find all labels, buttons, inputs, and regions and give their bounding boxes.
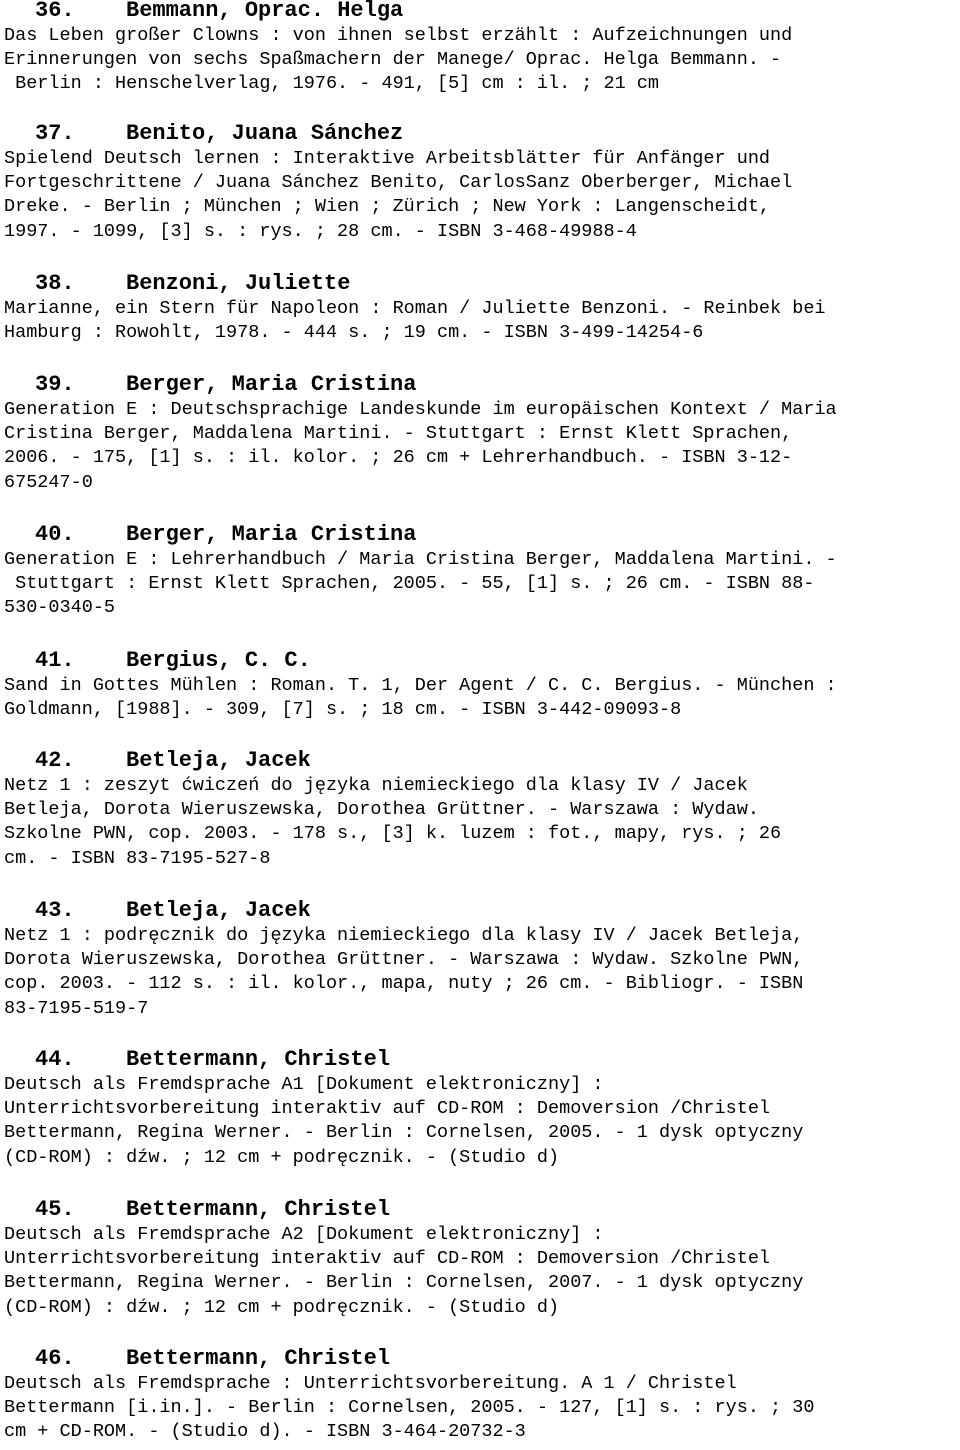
entry-author: Bettermann, Christel xyxy=(126,1346,391,1371)
bibliography-entry xyxy=(0,648,960,722)
entry-line: (CD-ROM) : dźw. ; 12 cm + podręcznik. - (Studio d) xyxy=(4,1296,560,1318)
entry-heading xyxy=(0,1346,960,1372)
bibliography-entry xyxy=(0,271,960,345)
bibliography-entry xyxy=(0,898,960,1021)
bibliography-entry xyxy=(0,1197,960,1320)
entry-heading xyxy=(0,271,960,297)
entry-line: Deutsch als Fremdsprache : Unterrichtsvorbereitung. A 1 / Christel xyxy=(4,1373,737,1394)
entry-author: Benito, Juana Sánchez xyxy=(126,121,404,146)
bibliography-entry xyxy=(0,1346,960,1445)
entry-line: Bettermann [i.in.]. - Berlin : Cornelsen, 2005. - 127, [1] s. : rys. ; 30 xyxy=(4,1397,815,1419)
entry-line: 530-0340-5 xyxy=(4,597,116,619)
entry-number: 46. xyxy=(35,1346,75,1371)
entry-line: Betleja, Dorota Wieruszewska, Dorothea Grüttner. - Warszawa : Wydaw. xyxy=(4,799,759,821)
entry-line: Deutsch als Fremdsprache A2 [Dokument elektroniczny] : xyxy=(4,1224,604,1245)
entry-line: cop. 2003. - 112 s. : il. kolor., mapa, nuty ; 26 cm. - Bibliogr. - ISBN xyxy=(4,973,804,995)
entry-line: Stuttgart : Ernst Klett Sprachen, 2005. - 55, [1] s. ; 26 cm. - ISBN 88- xyxy=(4,573,815,595)
entry-line: Erinnerungen von sechs Spaßmachern der Manege/ Oprac. Helga Bemmann. - xyxy=(4,49,782,71)
entry-line: Spielend Deutsch lernen : Interaktive Arbeitsblätter für Anfänger und xyxy=(4,148,771,169)
entry-line: Unterrichtsvorbereitung interaktiv auf CD-ROM : Demoversion /Christel xyxy=(4,1098,771,1120)
entry-line: Generation E : Lehrerhandbuch / Maria Cristina Berger, Maddalena Martini. - xyxy=(4,549,837,570)
entry-number: 44. xyxy=(35,1047,75,1072)
entry-number: 42. xyxy=(35,748,75,773)
entry-line: Hamburg : Rowohlt, 1978. - 444 s. ; 19 cm. - ISBN 3-499-14254-6 xyxy=(4,322,704,344)
entry-line: Bettermann, Regina Werner. - Berlin : Cornelsen, 2005. - 1 dysk optyczny xyxy=(4,1122,804,1144)
entry-author: Bergius, C. C. xyxy=(126,648,311,673)
entry-heading xyxy=(0,372,960,398)
entry-line: Deutsch als Fremdsprache A1 [Dokument elektroniczny] : xyxy=(4,1074,604,1095)
entry-line: Generation E : Deutschsprachige Landeskunde im europäischen Kontext / Maria xyxy=(4,399,837,420)
entry-line: Szkolne PWN, cop. 2003. - 178 s., [3] k. luzem : fot., mapy, rys. ; 26 xyxy=(4,823,782,845)
entry-author: Bemmann, Oprac. Helga xyxy=(126,0,404,23)
entry-author: Betleja, Jacek xyxy=(126,898,311,923)
entry-line: Sand in Gottes Mühlen : Roman. T. 1, Der Agent / C. C. Bergius. - München : xyxy=(4,675,837,696)
entry-author: Berger, Maria Cristina xyxy=(126,522,417,547)
bibliography-entry xyxy=(0,372,960,495)
entry-number: 39. xyxy=(35,372,75,397)
entry-heading xyxy=(0,121,960,147)
entry-heading xyxy=(0,1047,960,1073)
entry-line: Unterrichtsvorbereitung interaktiv auf CD-ROM : Demoversion /Christel xyxy=(4,1248,771,1270)
entry-line: cm. - ISBN 83-7195-527-8 xyxy=(4,847,271,869)
entry-line: 2006. - 175, [1] s. : il. kolor. ; 26 cm + Lehrerhandbuch. - ISBN 3-12- xyxy=(4,447,793,469)
entry-line: Berlin : Henschelverlag, 1976. - 491, [5] cm : il. ; 21 cm xyxy=(4,73,660,95)
entry-line: Goldmann, [1988]. - 309, [7] s. ; 18 cm. - ISBN 3-442-09093-8 xyxy=(4,699,682,721)
entry-number: 36. xyxy=(35,0,75,23)
entry-line: Dreke. - Berlin ; München ; Wien ; Zürich ; New York : Langenscheidt, xyxy=(4,196,771,218)
entry-author: Betleja, Jacek xyxy=(126,748,311,773)
entry-author: Berger, Maria Cristina xyxy=(126,372,417,397)
entry-number: 38. xyxy=(35,271,75,296)
entry-heading xyxy=(0,898,960,924)
bibliography-entry xyxy=(0,0,960,97)
entry-line: Dorota Wieruszewska, Dorothea Grüttner. - Warszawa : Wydaw. Szkolne PWN, xyxy=(4,949,804,971)
entry-author: Bettermann, Christel xyxy=(126,1197,391,1222)
entry-heading xyxy=(0,522,960,548)
entry-author: Bettermann, Christel xyxy=(126,1047,391,1072)
entry-line: 83-7195-519-7 xyxy=(4,997,149,1019)
bibliography-entry xyxy=(0,1047,960,1170)
entry-number: 41. xyxy=(35,648,75,673)
entry-number: 40. xyxy=(35,522,75,547)
entry-line: 675247-0 xyxy=(4,471,93,493)
entry-author: Benzoni, Juliette xyxy=(126,271,351,296)
entry-line: Bettermann, Regina Werner. - Berlin : Cornelsen, 2007. - 1 dysk optyczny xyxy=(4,1272,804,1294)
bibliography-entry xyxy=(0,522,960,621)
entry-line: Netz 1 : podręcznik do języka niemieckiego dla klasy IV / Jacek Betleja, xyxy=(4,925,804,946)
entry-line: Cristina Berger, Maddalena Martini. - Stuttgart : Ernst Klett Sprachen, xyxy=(4,423,793,445)
entry-line: cm + CD-ROM. - (Studio d). - ISBN 3-464-20732-3 xyxy=(4,1421,526,1443)
entry-line: (CD-ROM) : dźw. ; 12 cm + podręcznik. - (Studio d) xyxy=(4,1146,560,1168)
entry-line: Fortgeschrittene / Juana Sánchez Benito, CarlosSanz Oberberger, Michael xyxy=(4,172,793,194)
entry-line: Netz 1 : zeszyt ćwiczeń do języka niemieckiego dla klasy IV / Jacek xyxy=(4,775,748,796)
entry-number: 43. xyxy=(35,898,75,923)
bibliography-entry xyxy=(0,748,960,871)
entry-line: Marianne, ein Stern für Napoleon : Roman / Juliette Benzoni. - Reinbek bei xyxy=(4,298,826,319)
entry-heading xyxy=(0,1197,960,1223)
entry-heading xyxy=(0,648,960,674)
entry-number: 37. xyxy=(35,121,75,146)
bibliography-entry xyxy=(0,121,960,244)
entry-heading xyxy=(0,748,960,774)
entry-heading xyxy=(0,0,960,24)
entry-number: 45. xyxy=(35,1197,75,1222)
entry-line: Das Leben großer Clowns : von ihnen selbst erzählt : Aufzeichnungen und xyxy=(4,25,793,46)
entry-line: 1997. - 1099, [3] s. : rys. ; 28 cm. - ISBN 3-468-49988-4 xyxy=(4,220,637,242)
